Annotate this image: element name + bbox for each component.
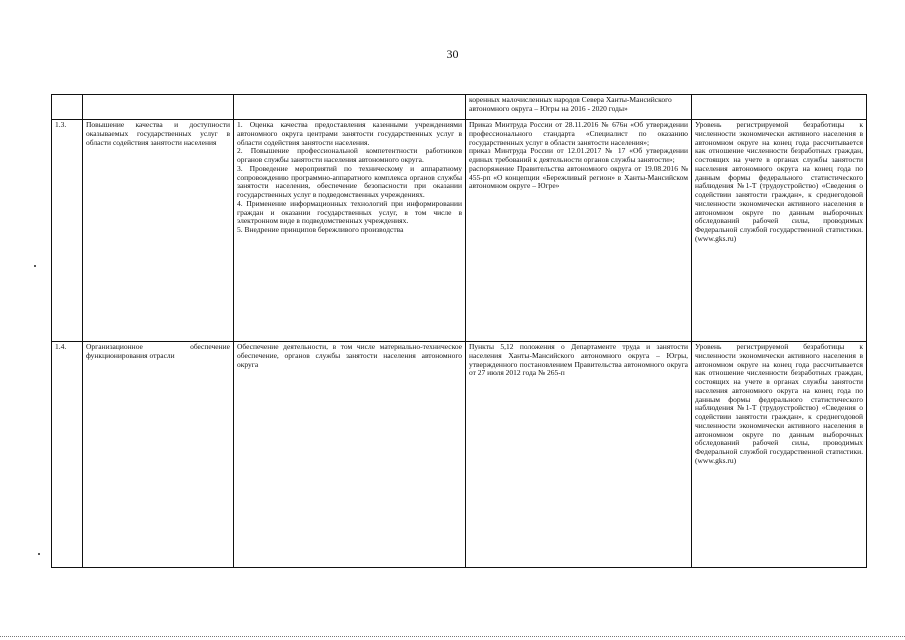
document-item: распоряжение Правительства автономного округа от 19.08.2016 № 455-рп «О концепции «Бережливый регион» в Ханты-Мансийском автономном округе – Югре» bbox=[469, 163, 688, 191]
document-item: Приказ Минтруда России от 28.11.2016 № 676н «Об утверждении профессионального стандарта «Специалист по оказанию государственных услуг в области занятости населения»; bbox=[469, 120, 688, 147]
indicator-text: Уровень регистрируемой безработицы к численности экономически активного населения в автономном округе на конец года рассчитывается как отношение численности безработных граждан, состоящих на учете в органах службы занятости населения автономного округа на конец года по данным формы федерального статистического наблюдения №1-Т (трудоустройство) «Сведения о содействии занятости граждан», к среднегодовой численности экономически активного населения в автономном округе по данным выборочных обследований рабочей силы, проводимых Федеральной службой государственной статистики. (www.gks.ru) bbox=[695, 342, 863, 465]
row-number-cell: 1.4. bbox=[52, 342, 83, 568]
measure-item: 5. Внедрение принципов бережливого производства bbox=[237, 225, 404, 234]
indicator-cell bbox=[692, 342, 867, 568]
measure-item: 1. Оценка качества предоставления казенными учреждениями автономного округа центрами занятости государственных услуг в области содействия занятости населения. bbox=[237, 120, 462, 147]
row-number-cell: 1.3. bbox=[52, 120, 83, 342]
documents-cell bbox=[466, 95, 692, 120]
document-item: приказ Минтруда России от 12.01.2017 № 17 «Об утверждении единых требований к деятельности органов службы занятости»; bbox=[469, 146, 688, 164]
measure-item: Обеспечение деятельности, в том числе материально-техническое обеспечение, органов службы занятости населения автономного округа bbox=[237, 342, 462, 369]
documents-cell bbox=[466, 120, 692, 342]
document-line: коренных малочисленных народов Севера Ханты-Мансийского bbox=[469, 95, 672, 104]
measure-item: 2. Повышение профессиональной компетентности работников органов службы занятости населения автономного округа. bbox=[237, 146, 462, 164]
scan-speck bbox=[34, 265, 36, 267]
document-item: Пункты 5,12 положения о Департаменте труда и занятости населения Ханты-Мансийского автономного округа – Югры, утвержденного постановлением Правительства автономного округа от 27 июля 2012 года № 265-п bbox=[469, 342, 688, 378]
table-row bbox=[52, 95, 867, 120]
measures-cell bbox=[234, 95, 466, 120]
scan-bottom-edge bbox=[0, 636, 905, 637]
documents-cell bbox=[466, 342, 692, 568]
task-cell bbox=[83, 95, 234, 120]
indicator-text: Уровень регистрируемой безработицы к численности экономически активного населения в автономном округе на конец года рассчитывается как отношение численности безработных граждан, состоящих на учете в органах службы занятости населения автономного округа на конец года по данным формы федерального статистического наблюдения №1-Т (трудоустройство) «Сведения о содействии занятости граждан», к среднегодовой численности экономически активного населения в автономном округе по данным выборочных обследований рабочей силы, проводимых Федеральной службой государственной статистики. (www.gks.ru) bbox=[695, 120, 863, 243]
indicator-cell bbox=[692, 95, 867, 120]
measures-cell bbox=[234, 120, 466, 342]
measures-table bbox=[51, 94, 867, 568]
document-line: автономного округа – Югры на 2016 - 2020 годы» bbox=[469, 103, 628, 113]
table-row bbox=[52, 120, 867, 342]
task-cell: Организационное обеспечение функционирования отрасли bbox=[83, 342, 234, 568]
scan-speck bbox=[38, 553, 40, 555]
task-cell: Повышение качества и доступности оказываемых государственных услуг в области содействия занятости населения bbox=[83, 120, 234, 342]
page-number: 30 bbox=[446, 47, 459, 61]
measures-cell bbox=[234, 342, 466, 568]
indicator-cell bbox=[692, 120, 867, 342]
measure-item: 3. Проведение мероприятий по техническому и аппаратному сопровождению программно-аппаратного комплекса органов службы занятости населения, обеспечение безопасности при оказании государственных услуг в подведомственных учреждениях. bbox=[237, 163, 462, 199]
table-row bbox=[52, 342, 867, 568]
measure-item: 4. Применение информационных технологий при информировании граждан и оказании государственных услуг, в том числе в электронном виде в подведомственных учреждениях. bbox=[237, 198, 462, 226]
row-number-cell bbox=[52, 95, 83, 120]
